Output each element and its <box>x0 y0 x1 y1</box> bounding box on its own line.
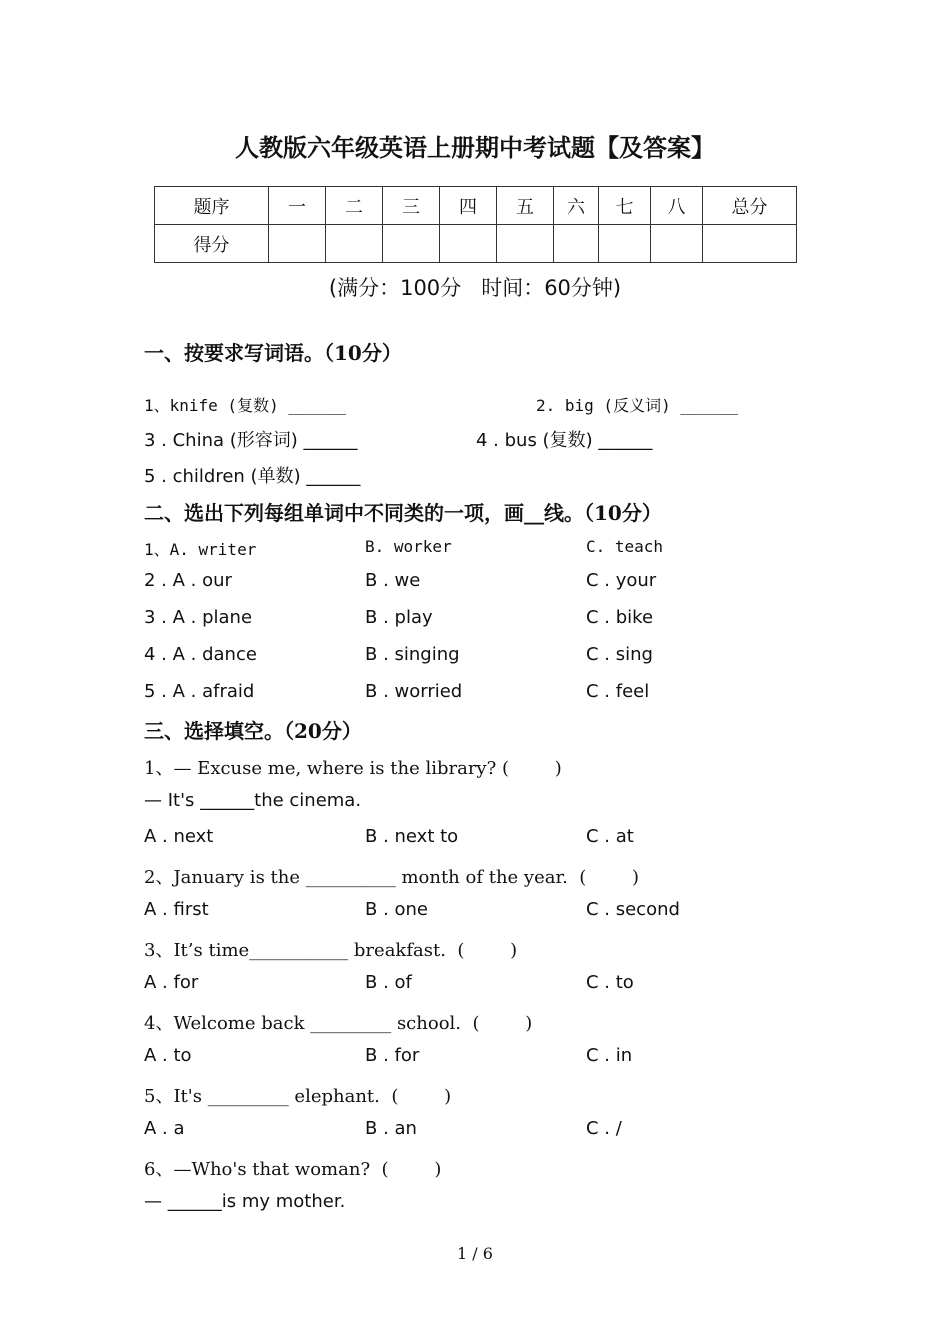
score-cell: 七 <box>599 187 651 225</box>
s3-q3-opt-c: C . to <box>586 972 634 993</box>
s3-q3: 3、It’s time___________ breakfast. ( ) <box>144 940 518 961</box>
s3-q3-opt-b: B . of <box>365 972 412 993</box>
s3-q5-opt-b: B . an <box>365 1118 417 1139</box>
page-title: 人教版六年级英语上册期中考试题【及答案】 <box>235 134 715 162</box>
score-table-score-row <box>155 225 797 263</box>
s3-q1-opt-b: B . next to <box>365 826 459 847</box>
s2-row1-c: C. teach <box>586 537 664 556</box>
score-cell: 六 <box>554 187 599 225</box>
s3-q6-answer-line: — ______is my mother. <box>144 1191 346 1212</box>
s3-q2-opt-b: B . one <box>365 899 429 920</box>
score-cell <box>554 225 599 263</box>
s3-q2-opt-c: C . second <box>586 899 680 920</box>
s3-q4: 4、Welcome back _________ school. ( ) <box>144 1013 533 1034</box>
s2-row5-a: 5 . A . afraid <box>144 681 255 702</box>
s3-q4-opt-b: B . for <box>365 1045 420 1066</box>
page-number: 1 / 6 <box>457 1244 493 1263</box>
s3-q4-opt-a: A . to <box>144 1045 192 1066</box>
score-table <box>154 186 797 263</box>
s1-q4: 4 . bus (复数) ______ <box>476 430 653 451</box>
s3-q5-opt-a: A . a <box>144 1118 185 1139</box>
score-cell <box>383 225 440 263</box>
score-table-header-row <box>155 187 797 225</box>
s1-q5: 5 . children (单数) ______ <box>144 466 361 487</box>
s2-row4-b: B . singing <box>365 644 460 665</box>
score-cell <box>651 225 703 263</box>
s3-q1-opt-a: A . next <box>144 826 214 847</box>
s3-q6: 6、—Who's that woman? ( ) <box>144 1159 442 1180</box>
full-marks-line: (满分：100分 时间：60分钟) <box>328 276 622 300</box>
score-cell <box>497 225 554 263</box>
s3-q2-opt-a: A . first <box>144 899 209 920</box>
section1-heading: 一、按要求写词语。（10分） <box>144 341 402 365</box>
s2-row2-a: 2 . A . our <box>144 570 232 591</box>
score-cell <box>269 225 326 263</box>
s3-q5: 5、It's _________ elephant. ( ) <box>144 1086 452 1107</box>
score-cell <box>599 225 651 263</box>
score-cell: 总分 <box>703 187 797 225</box>
score-cell: 八 <box>651 187 703 225</box>
s3-q1-opt-c: C . at <box>586 826 634 847</box>
s3-q1-answer-line: — It's ______the cinema. <box>144 790 362 811</box>
s3-q4-opt-c: C . in <box>586 1045 633 1066</box>
section2-heading: 二、选出下列每组单词中不同类的一项，画__线。（10分） <box>144 501 662 525</box>
s3-q1: 1、— Excuse me, where is the library? ( ) <box>144 758 562 779</box>
s2-row4-c: C . sing <box>586 644 653 665</box>
score-cell <box>440 225 497 263</box>
s2-row2-c: C . your <box>586 570 657 591</box>
s2-row5-c: C . feel <box>586 681 650 702</box>
s2-row1-a: 1、A. writer <box>144 540 257 559</box>
s2-row3-b: B . play <box>365 607 433 628</box>
score-cell: 五 <box>497 187 554 225</box>
s1-q2: 2. big (反义词) ______ <box>536 396 739 415</box>
section3-heading: 三、选择填空。（20分） <box>144 719 362 743</box>
score-cell: 三 <box>383 187 440 225</box>
score-cell: 一 <box>269 187 326 225</box>
score-cell: 题序 <box>155 187 269 225</box>
s2-row1-b: B. worker <box>365 537 452 556</box>
s2-row2-b: B . we <box>365 570 421 591</box>
score-cell <box>703 225 797 263</box>
score-cell: 二 <box>326 187 383 225</box>
s2-row3-a: 3 . A . plane <box>144 607 253 628</box>
s2-row4-a: 4 . A . dance <box>144 644 257 665</box>
score-cell <box>326 225 383 263</box>
s1-q3: 3 . China (形容词) ______ <box>144 430 358 451</box>
s2-row3-c: C . bike <box>586 607 654 628</box>
score-cell: 四 <box>440 187 497 225</box>
s3-q2: 2、January is the __________ month of the year. ( ) <box>144 867 640 888</box>
score-cell: 得分 <box>155 225 269 263</box>
s2-row5-b: B . worried <box>365 681 463 702</box>
s1-q1: 1、knife (复数) ______ <box>144 396 347 415</box>
s3-q3-opt-a: A . for <box>144 972 199 993</box>
s3-q5-opt-c: C . / <box>586 1118 622 1139</box>
